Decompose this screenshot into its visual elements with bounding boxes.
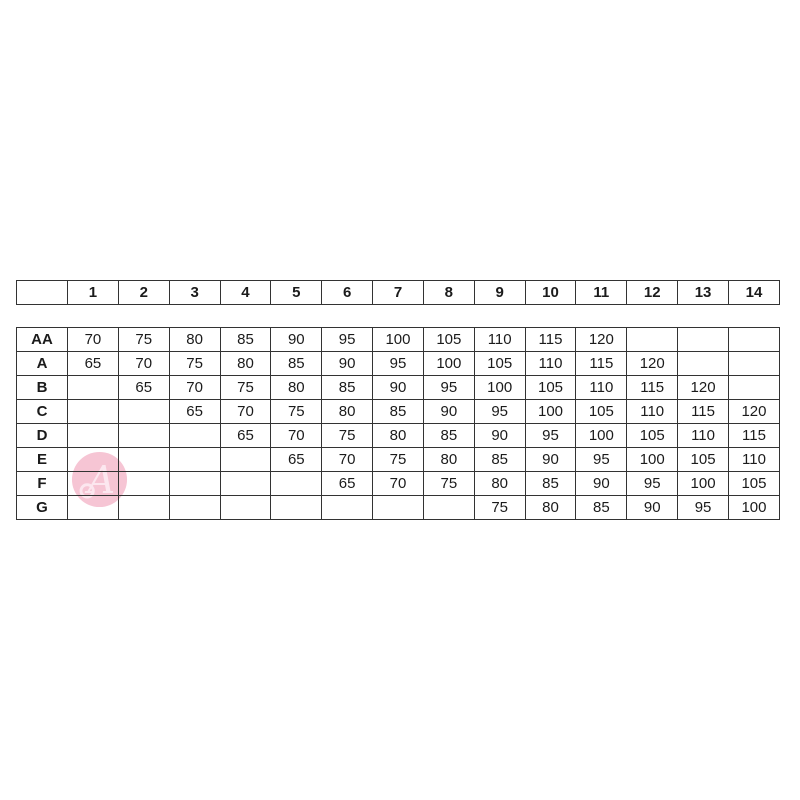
size-cell-E-6: 70 (322, 448, 373, 472)
band-column-header-3: 3 (169, 281, 220, 305)
size-cell-G-13: 95 (678, 496, 729, 520)
size-cell-D-12: 105 (627, 424, 678, 448)
size-cell-C-14: 120 (728, 400, 779, 424)
size-cell-A-11: 115 (576, 352, 627, 376)
cup-row-label-AA: AA (17, 328, 68, 352)
size-cell-AA-9: 110 (474, 328, 525, 352)
size-cell-F-9: 80 (474, 472, 525, 496)
size-cell-F-13: 100 (678, 472, 729, 496)
size-cell-B-5: 80 (271, 376, 322, 400)
size-cell-A-2: 70 (118, 352, 169, 376)
size-cell-B-8: 95 (423, 376, 474, 400)
size-cell-C-6: 80 (322, 400, 373, 424)
size-cell-F-4 (220, 472, 271, 496)
size-cell-E-10: 90 (525, 448, 576, 472)
size-cell-E-13: 105 (678, 448, 729, 472)
size-cell-F-3 (169, 472, 220, 496)
size-cell-E-8: 80 (423, 448, 474, 472)
size-cell-D-3 (169, 424, 220, 448)
size-row-F (17, 472, 780, 496)
size-cell-A-9: 105 (474, 352, 525, 376)
size-cell-D-6: 75 (322, 424, 373, 448)
size-cell-G-3 (169, 496, 220, 520)
band-column-header-8: 8 (423, 281, 474, 305)
size-cell-E-7: 75 (373, 448, 424, 472)
size-cell-E-11: 95 (576, 448, 627, 472)
size-cell-G-7 (373, 496, 424, 520)
size-cell-D-11: 100 (576, 424, 627, 448)
size-cell-A-7: 95 (373, 352, 424, 376)
cup-row-label-F: F (17, 472, 68, 496)
size-cell-AA-10: 115 (525, 328, 576, 352)
size-cell-B-10: 105 (525, 376, 576, 400)
band-column-header-5: 5 (271, 281, 322, 305)
size-cell-B-2: 65 (118, 376, 169, 400)
size-cell-A-3: 75 (169, 352, 220, 376)
size-cell-AA-7: 100 (373, 328, 424, 352)
size-cell-E-5: 65 (271, 448, 322, 472)
band-column-header-1: 1 (68, 281, 119, 305)
size-cell-F-11: 90 (576, 472, 627, 496)
size-cell-B-9: 100 (474, 376, 525, 400)
size-cell-A-8: 100 (423, 352, 474, 376)
size-cell-G-6 (322, 496, 373, 520)
size-cell-AA-6: 95 (322, 328, 373, 352)
size-cell-C-12: 110 (627, 400, 678, 424)
band-column-header-14: 14 (728, 281, 779, 305)
size-cell-D-13: 110 (678, 424, 729, 448)
size-cell-B-7: 90 (373, 376, 424, 400)
size-row-AA (17, 328, 780, 352)
band-column-header-12: 12 (627, 281, 678, 305)
size-cell-C-11: 105 (576, 400, 627, 424)
size-cell-E-3 (169, 448, 220, 472)
band-column-header-10: 10 (525, 281, 576, 305)
size-cell-E-1 (68, 448, 119, 472)
size-cell-D-4: 65 (220, 424, 271, 448)
band-column-header-7: 7 (373, 281, 424, 305)
size-cell-C-5: 75 (271, 400, 322, 424)
size-cell-G-14: 100 (728, 496, 779, 520)
size-cell-G-1 (68, 496, 119, 520)
size-cell-F-5 (271, 472, 322, 496)
size-row-D (17, 424, 780, 448)
size-cell-AA-3: 80 (169, 328, 220, 352)
size-cell-F-6: 65 (322, 472, 373, 496)
size-cell-A-4: 80 (220, 352, 271, 376)
cup-row-label-G: G (17, 496, 68, 520)
cup-row-label-C: C (17, 400, 68, 424)
size-cell-F-1 (68, 472, 119, 496)
size-cell-D-7: 80 (373, 424, 424, 448)
size-cell-A-6: 90 (322, 352, 373, 376)
size-cell-D-5: 70 (271, 424, 322, 448)
size-cell-C-13: 115 (678, 400, 729, 424)
size-values-table (16, 327, 780, 520)
size-cell-AA-8: 105 (423, 328, 474, 352)
size-cell-B-13: 120 (678, 376, 729, 400)
size-cell-E-14: 110 (728, 448, 779, 472)
watermark-letter: A (87, 457, 116, 502)
size-cell-E-12: 100 (627, 448, 678, 472)
size-cell-AA-13 (678, 328, 729, 352)
size-cell-C-9: 95 (474, 400, 525, 424)
size-cell-B-4: 75 (220, 376, 271, 400)
size-cell-F-7: 70 (373, 472, 424, 496)
size-cell-G-12: 90 (627, 496, 678, 520)
size-cell-E-2 (118, 448, 169, 472)
size-cell-C-8: 90 (423, 400, 474, 424)
size-cell-C-4: 70 (220, 400, 271, 424)
size-cell-G-5 (271, 496, 322, 520)
band-column-header-11: 11 (576, 281, 627, 305)
band-column-header-13: 13 (678, 281, 729, 305)
size-cell-F-12: 95 (627, 472, 678, 496)
corner-cell (17, 281, 68, 305)
size-cell-A-5: 85 (271, 352, 322, 376)
band-column-header-2: 2 (118, 281, 169, 305)
cup-row-label-E: E (17, 448, 68, 472)
band-column-header-6: 6 (322, 281, 373, 305)
size-cell-B-3: 70 (169, 376, 220, 400)
size-cell-G-8 (423, 496, 474, 520)
size-cell-B-11: 110 (576, 376, 627, 400)
cup-row-label-B: B (17, 376, 68, 400)
size-cell-B-14 (728, 376, 779, 400)
band-column-header-9: 9 (474, 281, 525, 305)
size-cell-G-11: 85 (576, 496, 627, 520)
size-cell-C-7: 85 (373, 400, 424, 424)
size-cell-C-1 (68, 400, 119, 424)
size-cell-F-10: 85 (525, 472, 576, 496)
size-cell-D-1 (68, 424, 119, 448)
size-cell-G-9: 75 (474, 496, 525, 520)
size-cell-E-4 (220, 448, 271, 472)
size-cell-G-2 (118, 496, 169, 520)
size-cell-A-13 (678, 352, 729, 376)
size-cell-F-8: 75 (423, 472, 474, 496)
size-cell-A-14 (728, 352, 779, 376)
band-size-header-table (16, 280, 780, 305)
size-cell-D-8: 85 (423, 424, 474, 448)
size-cell-B-12: 115 (627, 376, 678, 400)
size-cell-G-4 (220, 496, 271, 520)
size-cell-A-1: 65 (68, 352, 119, 376)
size-row-B (17, 376, 780, 400)
size-cell-E-9: 85 (474, 448, 525, 472)
cup-row-label-A: A (17, 352, 68, 376)
size-cell-AA-11: 120 (576, 328, 627, 352)
size-cell-A-12: 120 (627, 352, 678, 376)
size-cell-C-10: 100 (525, 400, 576, 424)
size-row-G (17, 496, 780, 520)
band-column-header-4: 4 (220, 281, 271, 305)
size-cell-C-3: 65 (169, 400, 220, 424)
size-cell-D-2 (118, 424, 169, 448)
size-cell-A-10: 110 (525, 352, 576, 376)
size-row-A (17, 352, 780, 376)
cup-row-label-D: D (17, 424, 68, 448)
size-cell-AA-1: 70 (68, 328, 119, 352)
size-cell-C-2 (118, 400, 169, 424)
size-cell-AA-2: 75 (118, 328, 169, 352)
size-row-C (17, 400, 780, 424)
size-row-E (17, 448, 780, 472)
size-cell-B-6: 85 (322, 376, 373, 400)
size-cell-D-10: 95 (525, 424, 576, 448)
size-cell-AA-12 (627, 328, 678, 352)
band-header-row (17, 281, 780, 305)
size-cell-AA-14 (728, 328, 779, 352)
size-cell-F-2 (118, 472, 169, 496)
size-cell-D-9: 90 (474, 424, 525, 448)
size-cell-F-14: 105 (728, 472, 779, 496)
size-cell-AA-4: 85 (220, 328, 271, 352)
size-cell-B-1 (68, 376, 119, 400)
size-cell-G-10: 80 (525, 496, 576, 520)
size-cell-AA-5: 90 (271, 328, 322, 352)
size-cell-D-14: 115 (728, 424, 779, 448)
